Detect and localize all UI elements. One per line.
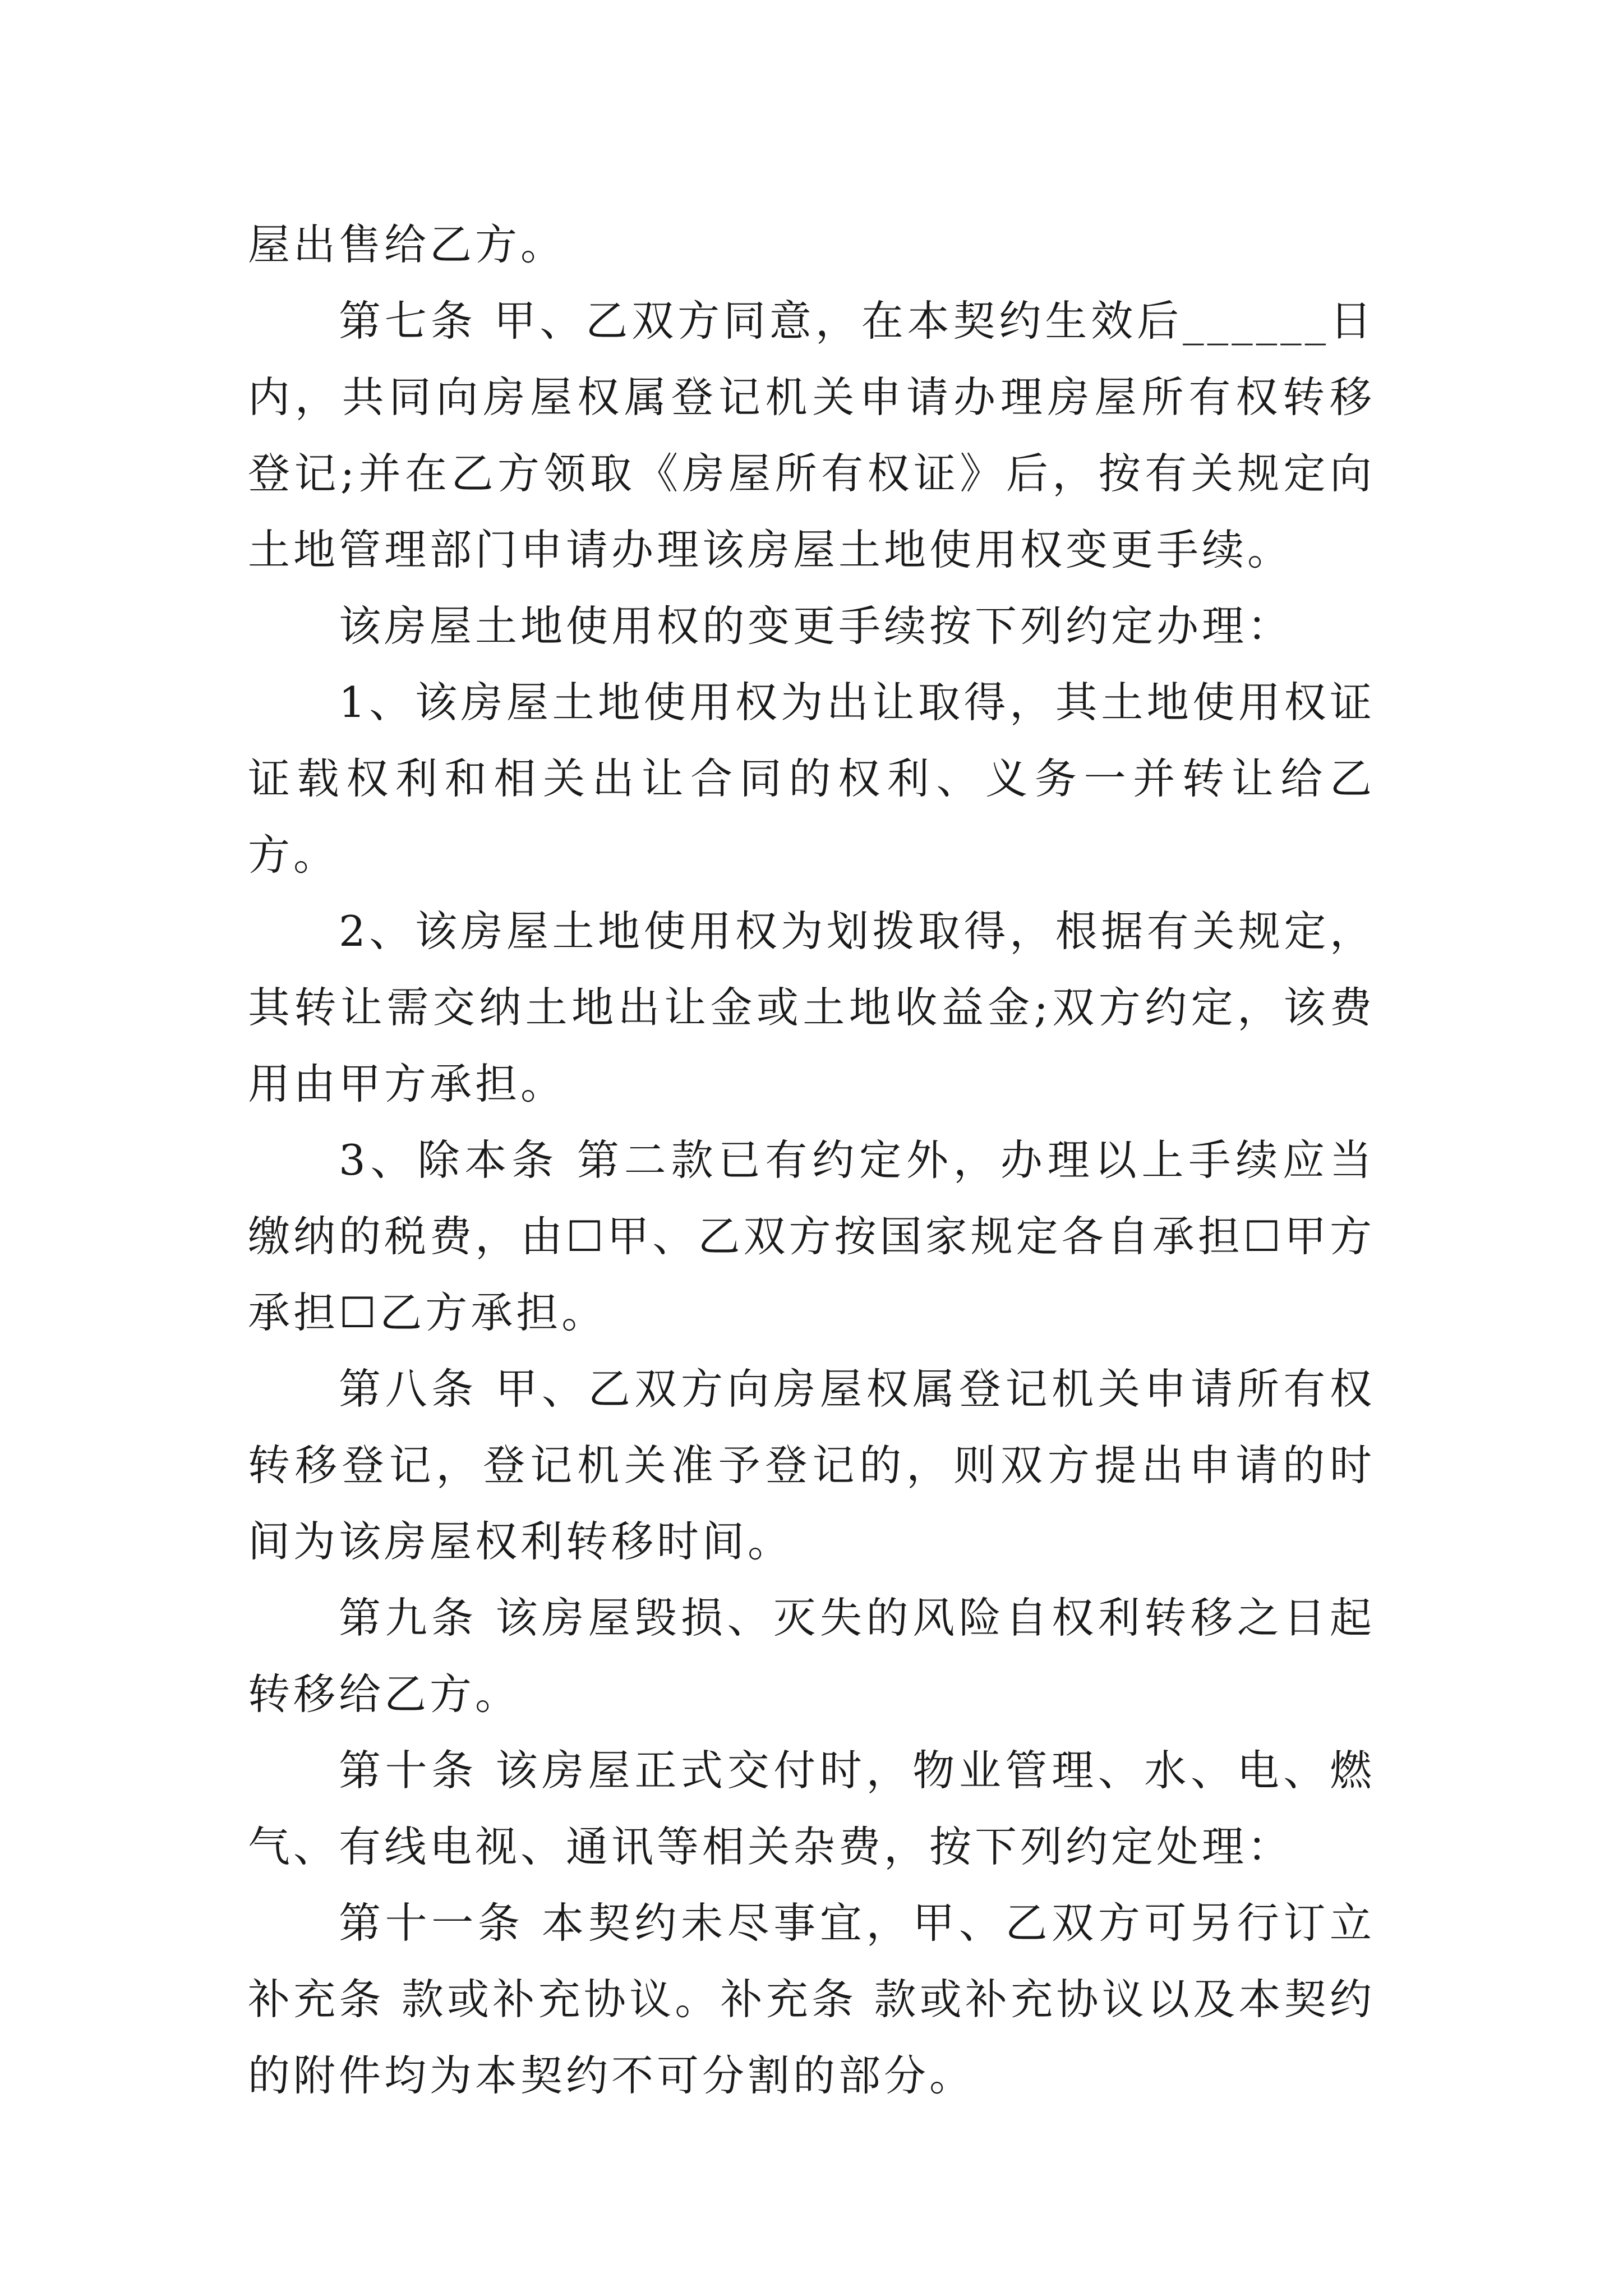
paragraph-item-3: 3、除本条 第二款已有约定外，办理以上手续应当缴纳的税费，由☐甲、乙双方按国家规定各自承担☐甲方承担☐乙方承担。	[248, 1135, 1375, 1337]
paragraph-article-10: 第十条 该房屋正式交付时，物业管理、水、电、燃气、有线电视、通讯等相关杂费，按下列约定处理：	[248, 1746, 1375, 1871]
paragraph-article-11: 第十一条 本契约未尽事宜，甲、乙双方可另行订立补充条 款或补充协议。补充条 款或补充协议以及本契约的附件均为本契约不可分割的部分。	[248, 1898, 1375, 2100]
document-body	[248, 206, 1375, 2114]
paragraph-article-8: 第八条 甲、乙双方向房屋权属登记机关申请所有权转移登记，登记机关准予登记的，则双方提出申请的时间为该房屋权利转移时间。	[248, 1364, 1375, 1566]
paragraph-item-1: 1、该房屋土地使用权为出让取得，其土地使用权证证载权利和相关出让合同的权利、义务一并转让给乙方。	[248, 678, 1375, 880]
paragraph-1: 屋出售给乙方。	[248, 220, 566, 269]
paragraph-article-7: 第七条 甲、乙双方同意，在本契约生效后______日内，共同向房屋权属登记机关申请办理房屋所有权转移登记;并在乙方领取《房屋所有权证》后，按有关规定向土地管理部门申请办理该房屋土地使用权变更手续。	[248, 296, 1375, 574]
paragraph-land-use-intro: 该房屋土地使用权的变更手续按下列约定办理：	[339, 601, 1293, 651]
paragraph-item-2: 2、该房屋土地使用权为划拨取得，根据有关规定，其转让需交纳土地出让金或土地收益金;双方约定，该费用由甲方承担。	[248, 907, 1375, 1108]
paragraph-article-9: 第九条 该房屋毁损、灭失的风险自权利转移之日起转移给乙方。	[248, 1593, 1375, 1719]
